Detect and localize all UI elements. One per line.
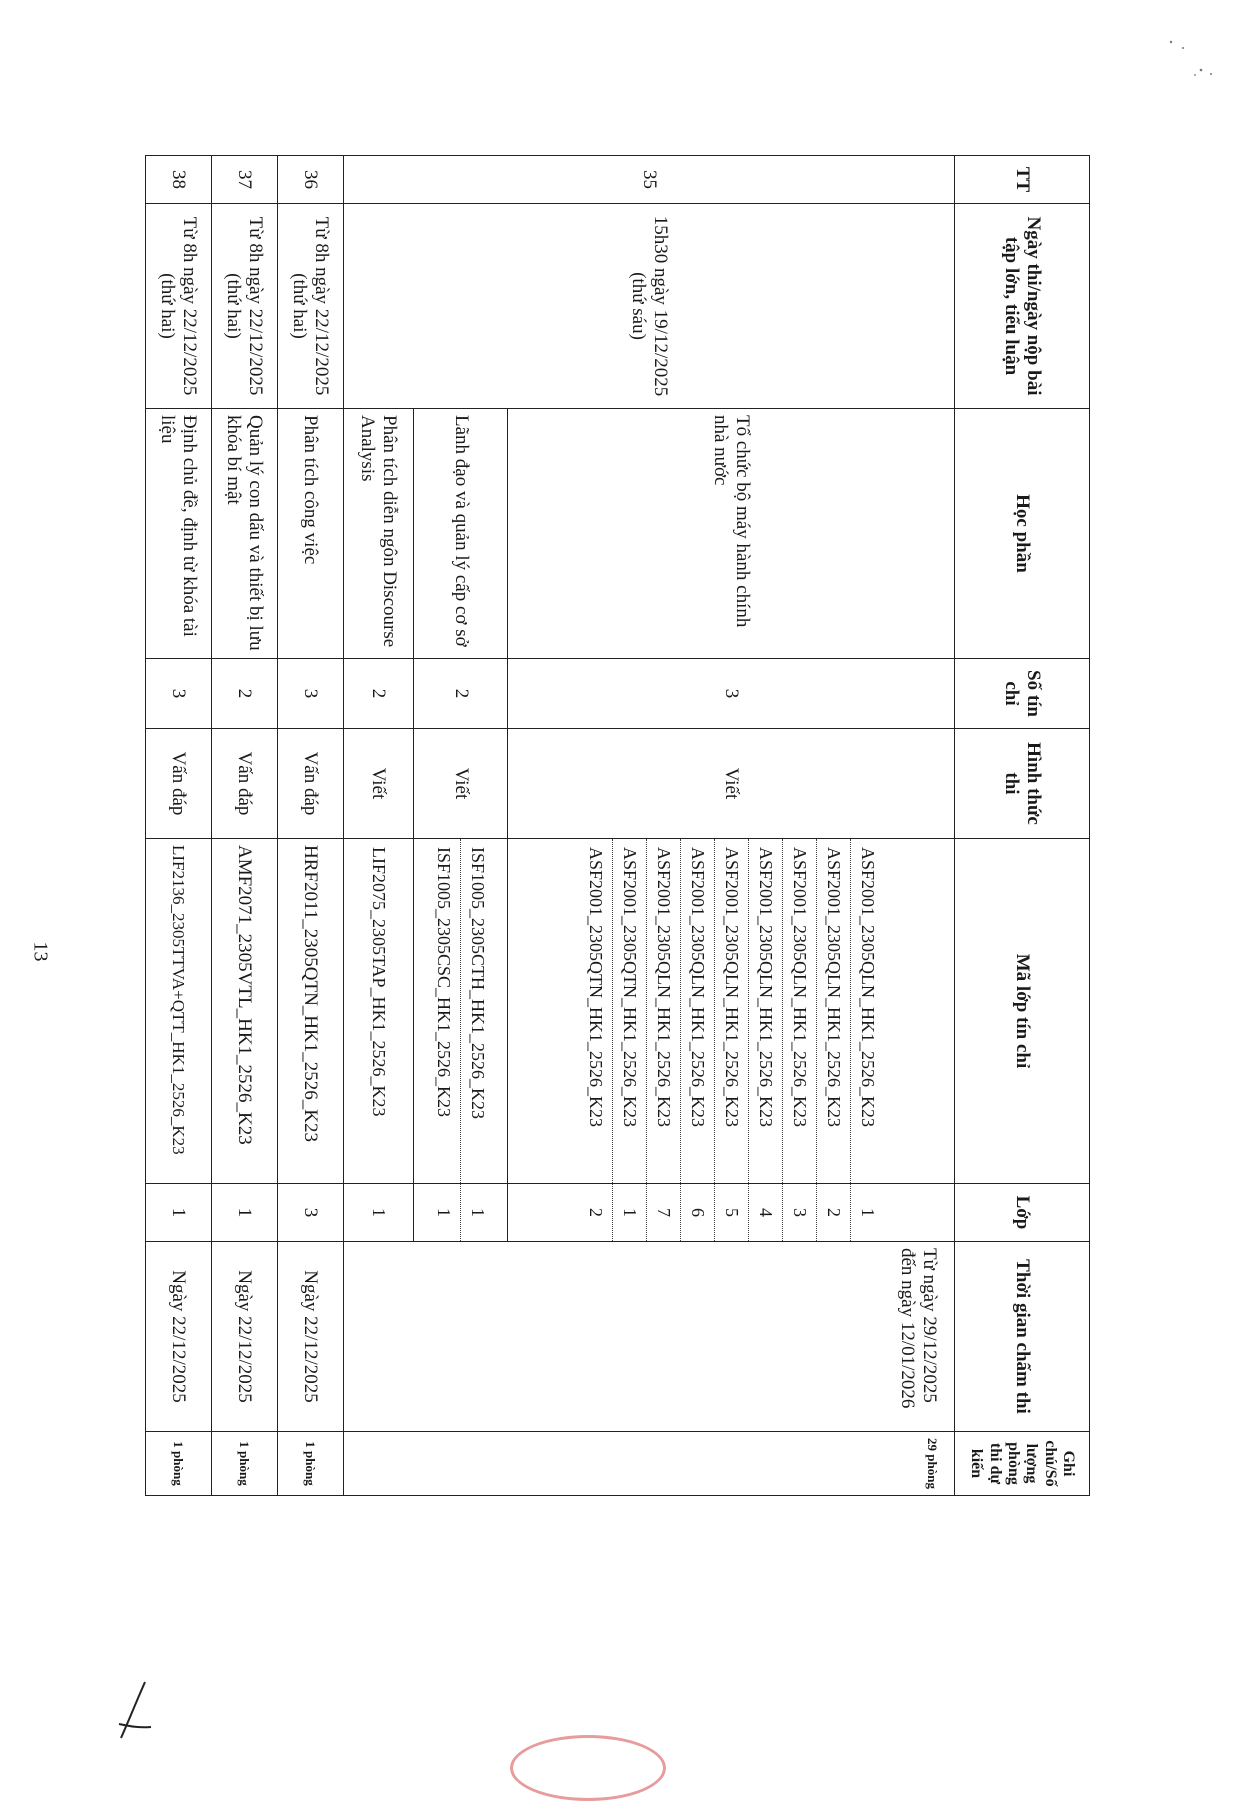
cell-ghi-chu: 1 phòng xyxy=(146,1432,212,1496)
cell-thoi-gian: Ngày 22/12/2025 xyxy=(277,1242,343,1432)
class-code: ISF1005_2305CSC_HK1_2526_K23 xyxy=(434,847,455,1118)
cell-tin-chi: 2 xyxy=(211,659,277,729)
header-ghi-chu: Ghi chú/Số lượng phòng thi dự kiến xyxy=(955,1432,1090,1496)
cell-ghi-chu: 1 phòng xyxy=(277,1432,343,1496)
table-row xyxy=(146,156,212,1496)
cell-ma-lop-list xyxy=(343,839,414,1184)
cell-lop-list xyxy=(414,1184,508,1242)
class-code: ASF2001_2305QLN_HK1_2526_K23 xyxy=(646,839,680,1183)
class-code: ASF2001_2305QLN_HK1_2526_K23 xyxy=(816,839,850,1183)
cell-hoc-phan: Quản lý con dấu và thiết bị lưu khóa bí mật xyxy=(211,409,277,659)
header-so-tin-chi: Số tín chỉ xyxy=(955,659,1090,729)
header-ngay-thi: Ngày thi/ngày nộp bài tập lớn, tiểu luận xyxy=(955,204,1090,409)
cell-ghi-chu: 1 phòng xyxy=(211,1432,277,1496)
cell-ghi-chu: 29 phòng xyxy=(343,1432,954,1496)
cell-tin-chi: 2 xyxy=(343,659,414,729)
cell-ma-lop: AMF2071_2305VTL_HK1_2526_K23 xyxy=(211,839,277,1184)
cell-tin-chi: 3 xyxy=(277,659,343,729)
cell-tt: 35 xyxy=(343,156,954,204)
red-stamp xyxy=(510,1735,666,1801)
cell-tin-chi: 3 xyxy=(146,659,212,729)
header-hoc-phan: Học phần xyxy=(955,409,1090,659)
table-row xyxy=(277,156,343,1496)
class-code: ASF2001_2305QLN_HK1_2526_K23 xyxy=(782,839,816,1183)
table-row xyxy=(508,156,955,1496)
cell-hoc-phan: Tổ chức bộ máy hành chính nhà nước xyxy=(508,409,955,659)
lop-value: 1 xyxy=(434,1208,455,1217)
class-code: ISF1005_2305CTH_HK1_2526_K23 xyxy=(460,839,494,1183)
cell-ngay: 15h30 ngày 19/12/2025 (thứ sáu) xyxy=(343,204,954,409)
header-hinh-thuc: Hình thức thi xyxy=(955,729,1090,839)
cell-hoc-phan: Lãnh đạo và quản lý cấp cơ sở xyxy=(414,409,508,659)
cell-ma-lop-list xyxy=(414,839,508,1184)
class-code: ASF2001_2305QLN_HK1_2526_K23 xyxy=(850,839,884,1183)
cell-hoc-phan: Phân tích diễn ngôn Discourse Analysis xyxy=(343,409,414,659)
cell-tt: 37 xyxy=(211,156,277,204)
page-number: 13 xyxy=(29,941,52,962)
header-tt: TT xyxy=(955,156,1090,204)
cell-hinh-thuc: Vấn đáp xyxy=(277,729,343,839)
cell-hinh-thuc: Viết xyxy=(343,729,414,839)
exam-schedule-table xyxy=(145,155,1090,1496)
cell-ma-lop: LIF2136_2305TTVA+QTT_HK1_2526_K23 xyxy=(146,839,212,1184)
cell-hinh-thuc: Vấn đáp xyxy=(211,729,277,839)
lop-value: 4 xyxy=(748,1184,782,1241)
cell-lop: 1 xyxy=(146,1184,212,1242)
cell-hinh-thuc: Viết xyxy=(508,729,955,839)
header-lop: Lớp xyxy=(955,1184,1090,1242)
cell-tt: 38 xyxy=(146,156,212,204)
cell-ngay: Từ 8h ngày 22/12/2025 (thứ hai) xyxy=(146,204,212,409)
cell-lop-list xyxy=(343,1184,414,1242)
cell-tin-chi: 3 xyxy=(508,659,955,729)
lop-value: 3 xyxy=(782,1184,816,1241)
cell-ngay: Từ 8h ngày 22/12/2025 (thứ hai) xyxy=(211,204,277,409)
cell-hinh-thuc: Viết xyxy=(414,729,508,839)
header-row xyxy=(955,156,1090,1496)
lop-value: 7 xyxy=(646,1184,680,1241)
class-code: ASF2001_2305QLN_HK1_2526_K23 xyxy=(714,839,748,1183)
class-code: LIF2075_2305TAP_HK1_2526_K23 xyxy=(368,847,389,1117)
cell-hoc-phan: Phân tích công việc xyxy=(277,409,343,659)
class-code: ASF2001_2305QTN_HK1_2526_K23 xyxy=(612,839,646,1183)
cell-hinh-thuc: Vấn đáp xyxy=(146,729,212,839)
rotated-table-wrapper xyxy=(145,155,1090,1495)
cell-tin-chi: 2 xyxy=(414,659,508,729)
cell-lop: 3 xyxy=(277,1184,343,1242)
cell-lop-list xyxy=(508,1184,955,1242)
class-code: ASF2001_2305QTN_HK1_2526_K23 xyxy=(585,847,606,1128)
lop-value: 1 xyxy=(368,1208,389,1217)
class-code: ASF2001_2305QLN_HK1_2526_K23 xyxy=(680,839,714,1183)
cell-tt: 36 xyxy=(277,156,343,204)
cell-lop: 1 xyxy=(211,1184,277,1242)
signature-mark xyxy=(115,1680,155,1740)
cell-ma-lop: HRF2011_2305QTN_HK1_2526_K23 xyxy=(277,839,343,1184)
scan-specks xyxy=(1161,30,1221,90)
cell-thoi-gian: Ngày 22/12/2025 xyxy=(211,1242,277,1432)
lop-value: 1 xyxy=(460,1184,494,1241)
lop-value: 5 xyxy=(714,1184,748,1241)
lop-value: 2 xyxy=(816,1184,850,1241)
cell-hoc-phan: Định chủ đề, định từ khóa tài liệu xyxy=(146,409,212,659)
lop-value: 1 xyxy=(850,1184,884,1241)
lop-value: 6 xyxy=(680,1184,714,1241)
header-ma-lop: Mã lớp tín chỉ xyxy=(955,839,1090,1184)
lop-value: 1 xyxy=(612,1184,646,1241)
cell-ma-lop-list xyxy=(508,839,955,1184)
cell-ngay: Từ 8h ngày 22/12/2025 (thứ hai) xyxy=(277,204,343,409)
cell-thoi-gian: Từ ngày 29/12/2025 đến ngày 12/01/2026 xyxy=(343,1242,954,1432)
class-code: ASF2001_2305QLN_HK1_2526_K23 xyxy=(748,839,782,1183)
cell-thoi-gian: Ngày 22/12/2025 xyxy=(146,1242,212,1432)
lop-value: 2 xyxy=(585,1208,606,1217)
table-row xyxy=(211,156,277,1496)
header-thoi-gian: Thời gian chấm thi xyxy=(955,1242,1090,1432)
